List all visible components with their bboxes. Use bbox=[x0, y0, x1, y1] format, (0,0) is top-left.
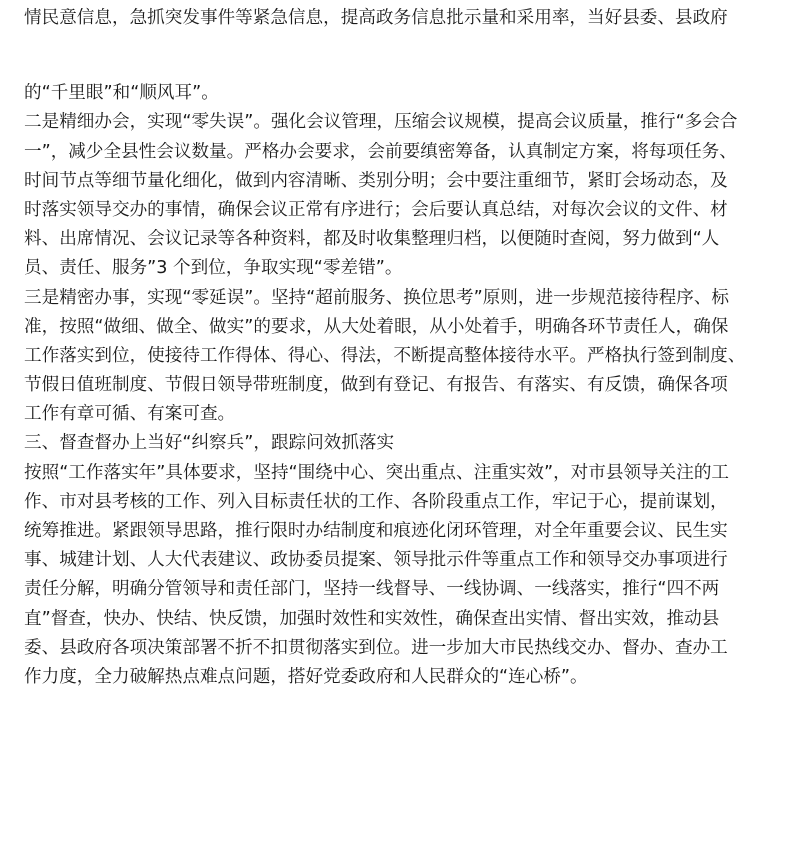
text-line: 二是精细办会，实现“零失误”。强化会议管理，压缩会议规模，提高会议质量，推行“多会合 bbox=[24, 112, 738, 133]
paragraph-p1 bbox=[24, 79, 780, 108]
text-line: 料、出席情况、会议记录等各种资料，都及时收集整理归档，以便随时查阅，努力做到“人 bbox=[24, 229, 720, 250]
document-page bbox=[24, 0, 780, 692]
text-line: 工作落实到位，使接待工作得体、得心、得法，不断提高整体接待水平。严格执行签到制度、 bbox=[24, 345, 746, 366]
paragraph-p4-heading bbox=[24, 429, 780, 458]
text-line: 作、市对县考核的工作、列入目标责任状的工作、各阶段重点工作，牢记于心，提前谋划， bbox=[24, 491, 728, 512]
text-line: 事、城建计划、人大代表建议、政协委员提案、领导批示件等重点工作和领导交办事项进行 bbox=[24, 550, 728, 571]
paragraph-p3 bbox=[24, 284, 780, 430]
section-heading: 三、督查督办上当好“纠察兵”，跟踪问效抓落实 bbox=[24, 433, 395, 454]
text-line: 作力度，全力破解热点难点问题，搭好党委政府和人民群众的“连心桥”。 bbox=[24, 666, 588, 687]
text-line: 员、责任、服务”3 个到位，争取实现“零差错”。 bbox=[24, 258, 403, 279]
text-line: 一”，减少全县性会议数量。严格办会要求，会前要缜密筹备，认真制定方案，将每项任务、 bbox=[24, 141, 737, 162]
text-line: 的“千里眼”和“顺风耳”。 bbox=[24, 83, 219, 104]
text-line: 时间节点等细节量化细化，做到内容清晰、类别分明；会中要注重细节，紧盯会场动态，及 bbox=[24, 170, 728, 191]
text-line: 工作有章可循、有案可查。 bbox=[24, 404, 236, 425]
text-line-top: 情民意信息，急抓突发事件等紧急信息，提高政务信息批示量和采用率，当好县委、县政府 bbox=[24, 8, 728, 28]
paragraph-p2 bbox=[24, 108, 780, 283]
text-line: 委、县政府各项决策部署不折不扣贯彻落实到位。进一步加大市民热线交办、督办、查办工 bbox=[24, 637, 728, 658]
page-gap bbox=[24, 33, 780, 79]
text-line: 责任分解，明确分管领导和责任部门，坚持一线督导、一线协调、一线落实，推行“四不两 bbox=[24, 579, 720, 600]
text-line: 统筹推进。紧跟领导思路，推行限时办结制度和痕迹化闭环管理，对全年重要会议、民生实 bbox=[24, 521, 728, 541]
text-line: 准，按照“做细、做全、做实”的要求，从大处着眼，从小处着手，明确各环节责任人，确保 bbox=[24, 316, 729, 337]
text-line: 三是精密办事，实现“零延误”。坚持“超前服务、换位思考”原则，进一步规范接待程序、标 bbox=[24, 287, 730, 308]
text-line: 节假日值班制度、节假日领导带班制度，做到有登记、有报告、有落实、有反馈，确保各项 bbox=[24, 375, 728, 396]
text-line: 直”督查，快办、快结、快反馈，加强时效性和实效性，确保查出实情、督出实效，推动县 bbox=[24, 608, 720, 629]
text-line: 按照“工作落实年”具体要求，坚持“围绕中心、突出重点、注重实效”，对市县领导关注的工 bbox=[24, 462, 730, 483]
text-line: 时落实领导交办的事情，确保会议正常有序进行；会后要认真总结，对每次会议的文件、材 bbox=[24, 199, 728, 220]
paragraph-p5 bbox=[24, 459, 780, 693]
